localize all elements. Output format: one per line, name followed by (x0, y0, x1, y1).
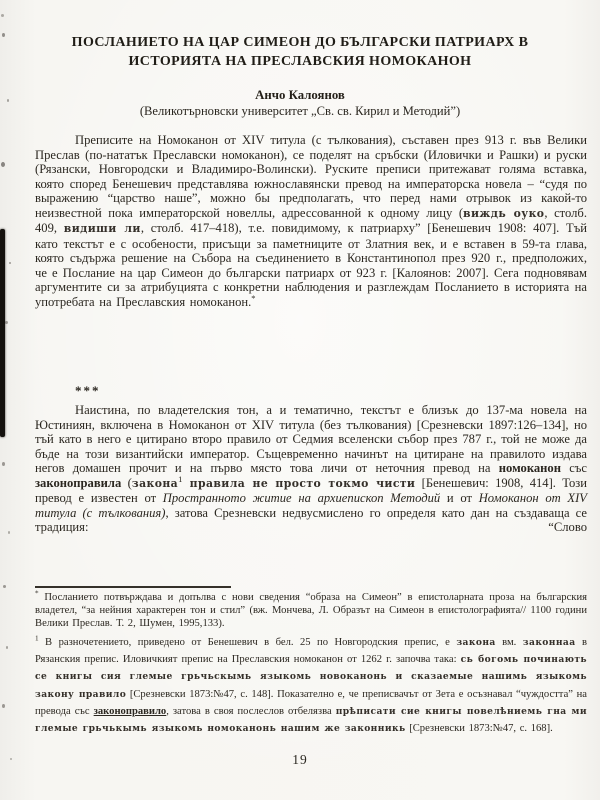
footnote-asterisk (35, 589, 587, 630)
text-segment: сь богомь починають се книгы сия глемые грьчьскымь языкомь новоканонь и сказаемые нашимь языкомь закону правило (35, 654, 587, 700)
page-title-line1: ПОСЛАНИЕТО НА ЦАР СИМЕОН ДО БЪЛГАРСКИ ПАТРИАРХ В (71, 35, 529, 50)
paragraph-analysis (35, 403, 587, 535)
footnote-1 (35, 634, 587, 737)
author-affiliation: (Великотърновски университет „Св. св. Кирил и Методий”) (139, 104, 461, 118)
text-segment: , затова Срезневски недвусмислено го определя като дан на създаваща се традиция: “Слово (35, 505, 587, 535)
scan-speck (1, 14, 4, 17)
scan-speck (2, 704, 5, 708)
scan-artifact-bar (0, 229, 5, 437)
text-segment: [Бенешевич: 1908, 414]. Този превод е известен от (35, 475, 587, 506)
scan-speck (1, 162, 5, 167)
text-segment: номоканон (498, 461, 561, 476)
text-segment: * (35, 589, 39, 598)
scan-speck (5, 321, 8, 324)
scan-speck (8, 531, 10, 534)
text-segment: в Рязанския препис. Иловичкият препис на Преславския номоканон от 1262 г. започва така: (35, 637, 587, 666)
text-segment: , столб. 409, (35, 205, 587, 236)
text-segment: законоправило (93, 705, 167, 717)
scan-speck (6, 646, 8, 649)
text-segment: Номоканон от XIV титула (с тълкования) (35, 491, 587, 520)
text-segment: виждь оуко (463, 206, 545, 220)
scan-speck (9, 262, 11, 264)
text-segment: закона (456, 637, 496, 648)
text-segment: законнаа (522, 637, 576, 648)
text-segment: , затова в своя послеслов отбелязва (166, 705, 336, 717)
scan-speck (3, 585, 6, 588)
text-segment: [Срезневски 1873:№47, с. 148]. Показателно е, че преписвачът от Зета е осъзнавал “чуждостта” на превода със (35, 688, 587, 717)
paragraph-intro (35, 133, 587, 310)
scan-speck (7, 99, 9, 102)
author-name: Анчо Калоянов (255, 88, 345, 102)
footnote-separator (35, 586, 231, 588)
text-segment: Посланието потвърждава и допълва с нови сведения “образа на Симеон” в епистоларната проза на българския владетел, “за нейния характерен тон и стил” (вж. Мончева, Л. Образът на Симеон в епистолографията// 1100 години Велики Преслав. Т. 2, Шумен, 1995,133). (35, 592, 587, 629)
page-number: 19 (292, 752, 308, 767)
text-segment: и от (440, 491, 479, 506)
text-segment: В разночетението, приведено от Бенешевич в бел. 25 по Новгородския препис, е (38, 637, 457, 648)
page-title-line2: ИСТОРИЯТА НА ПРЕСЛАВСКИЯ НОМОКАНОН (128, 53, 472, 69)
text-segment: законоправила (35, 475, 122, 490)
section-divider: *** (75, 383, 101, 398)
text-segment: видиши ли (63, 222, 141, 236)
text-segment: прѣписати сие книгы повелѣниемь гна ми глемые грьчькымь языкомь номоканонь нашим же законникь (35, 705, 587, 735)
text-segment: [Срезневски 1873:№47, с. 168]. (405, 723, 553, 735)
page-title (20, 34, 580, 71)
scan-speck (2, 33, 5, 37)
text-segment: Наистина, по владетелския тон, а и тематично, текстът е близък до 137-ма новела на Юстиниян, включена в Номоканон от XIV титула (без тълкования) [Срезневски 1897:126–134], но тъй като в него е цитирано второ правило от Седмия вселенски събор през 787 г., той не може да бъде на този византийски император. Същевременно начинът на цитиране на правилото издава негов домашен прочит и на първо място това личи от неточния превод на (35, 403, 587, 476)
text-segment: 1 (178, 473, 183, 484)
text-segment: , столб. 417–418), т.е. повидимому, к патриарху” [Бенешевич 1908: 407]. Тъй като текстът е с особености, присъщи за паметниците от Златния век, и е вставен в 59-та глава, която съдържа решение на Събора на съединението в Константинопол през 920 г., предположих, че е Послание на цар Симеон до български патриарх от 923 г. [Калоянов: 2007]. Сега подновявам аргументите си за атрибуцията с конкретни наблюдения и разглеждам Посланието в историята на употребата на Преславския номоканон. (35, 221, 587, 310)
text-segment: Пространното житие на архиепископ Методий (162, 491, 441, 506)
text-segment: вм. (495, 637, 523, 648)
text-segment: със (561, 461, 587, 476)
text-segment: 1 (35, 634, 39, 643)
text-segment: Преписите на Номоканон от XIV титула (с тълкования), съставен през 913 г. във Велики Преслав (по-нататък Преславски номоканон), се поделят на сръбски (Иловички и Рашки) и руски (Рязански, Новгородски и Владимиро-Волински). Руските преписи притежават голяма вставка, която според Бенешевич представлява южнославянски превод на императорска новела – “судя по выражению “царство наше”, можно бы предполагать, что перед нами отрывок из какой-то неизвестной пока императорской новеллы, адрессованной к одному лицу ( (35, 133, 587, 220)
scan-speck (2, 462, 5, 466)
text-segment: правила не просто токмо чисти (182, 476, 416, 490)
text-segment: * (251, 292, 256, 303)
text-segment: закона (131, 476, 179, 490)
text-segment: ( (121, 475, 132, 490)
